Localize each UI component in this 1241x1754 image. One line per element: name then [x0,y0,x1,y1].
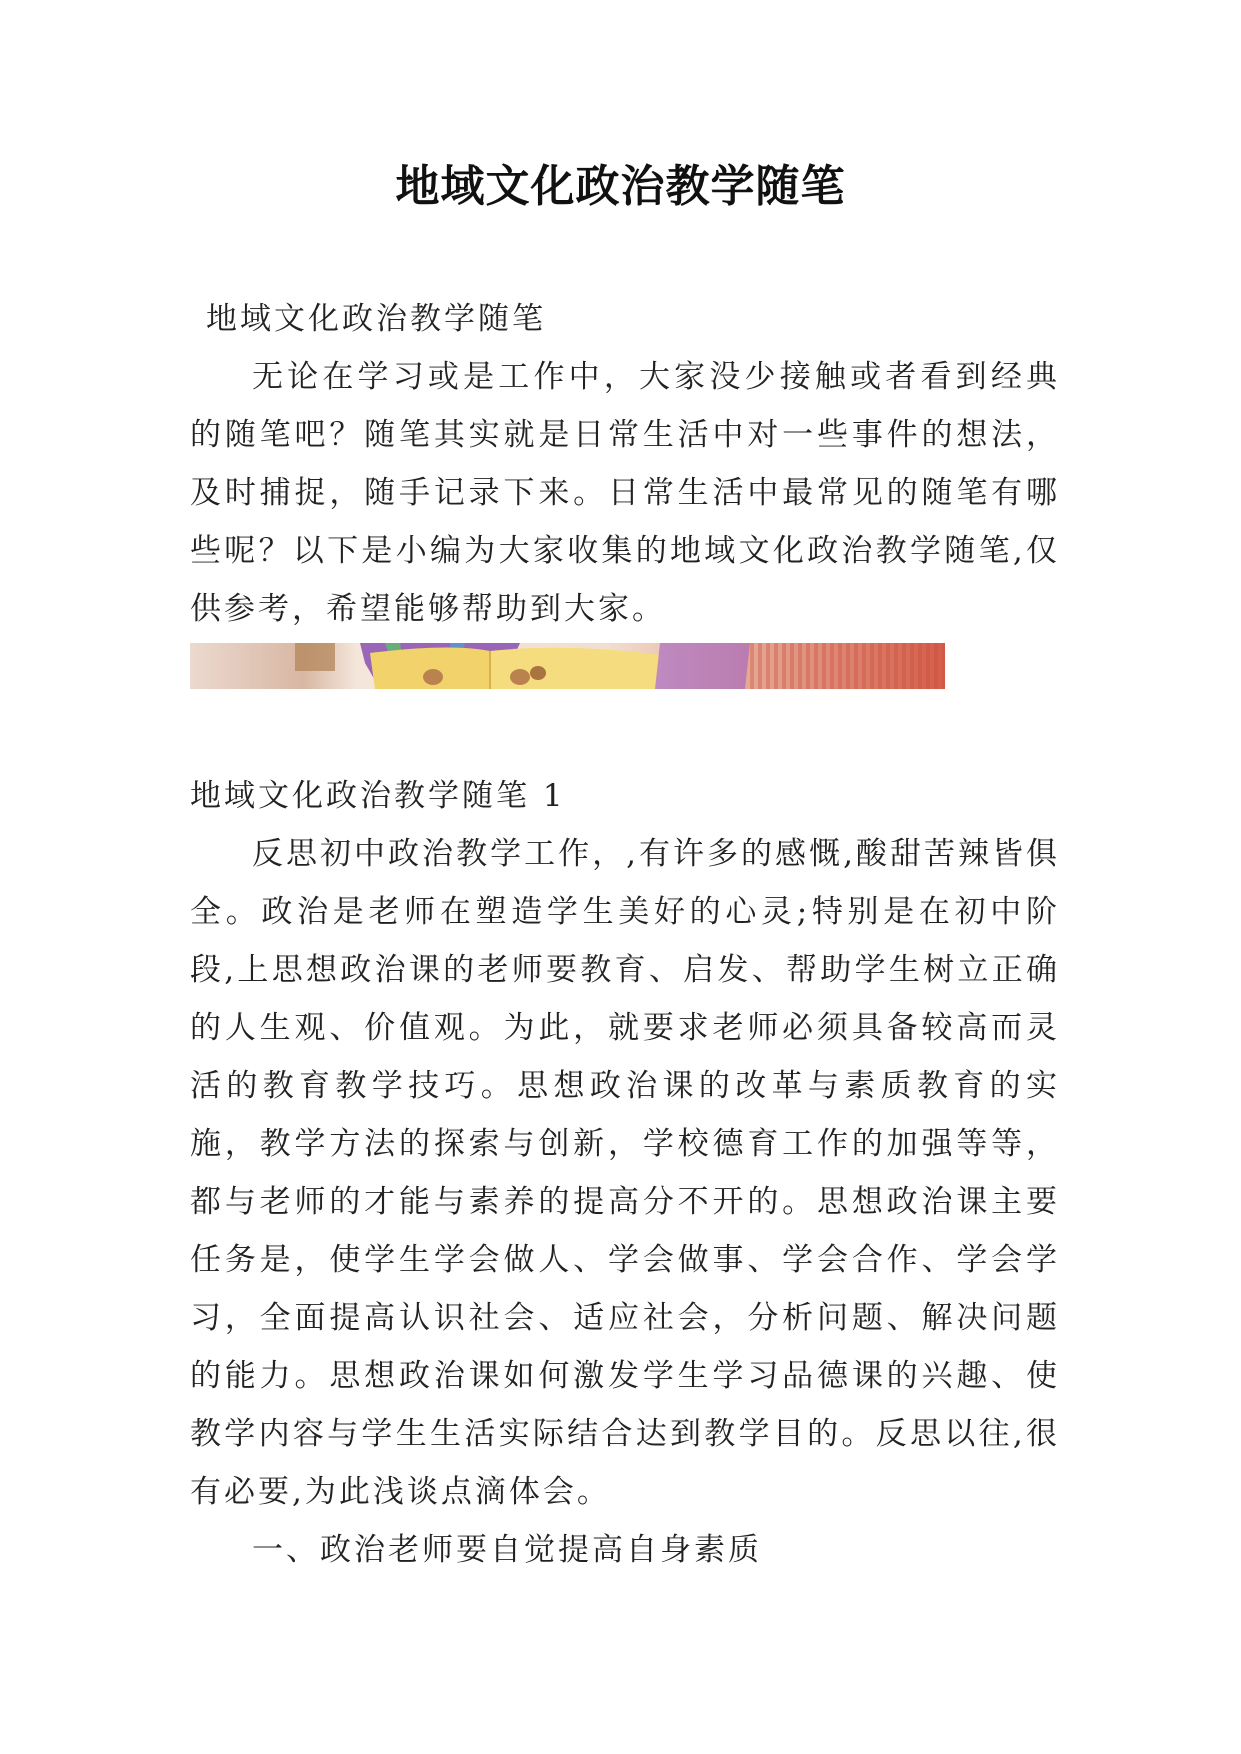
document-body [190,290,1060,1579]
heading-one: 一、政治老师要自觉提高自身素质 [252,1532,762,1568]
classroom-photo-image [190,643,945,689]
document-title: 地域文化政治教学随笔 [395,161,846,212]
document-subtitle: 地域文化政治教学随笔 [206,301,546,337]
classroom-photo-strip [190,643,945,689]
section-title: 地域文化政治教学随笔 1 [190,778,566,814]
section-paragraph: 反思初中政治教学工作，,有许多的感慨,酸甜苦辣皆俱全。政治是老师在塑造学生美好的心灵;特别是在初中阶段,上思想政治课的老师要教育、启发、帮助学生树立正确的人生观、价值观。为此，就要求老师必须具备较高而灵活的教育教学技巧。思想政治课的改革与素质教育的实施，教学方法的探索与创新，学校德育工作的加强等等，都与老师的才能与素养的提高分不开的。思想政治课主要任务是，使学生学会做人、学会做事、学会合作、学会学习，全面提高认识社会、适应社会，分析问题、解决问题的能力。思想政治课如何激发学生学习品德课的兴趣、使教学内容与学生生活实际结合达到教学目的。反思以往,很有必要,为此浅谈点滴体会。 [190,836,1060,1510]
intro-paragraph: 无论在学习或是工作中，大家没少接触或者看到经典的随笔吧？随笔其实就是日常生活中对一些事件的想法，及时捕捉，随手记录下来。日常生活中最常见的随笔有哪些呢？以下是小编为大家收集的地域文化政治教学随笔,仅供参考，希望能够帮助到大家。 [190,359,1060,627]
